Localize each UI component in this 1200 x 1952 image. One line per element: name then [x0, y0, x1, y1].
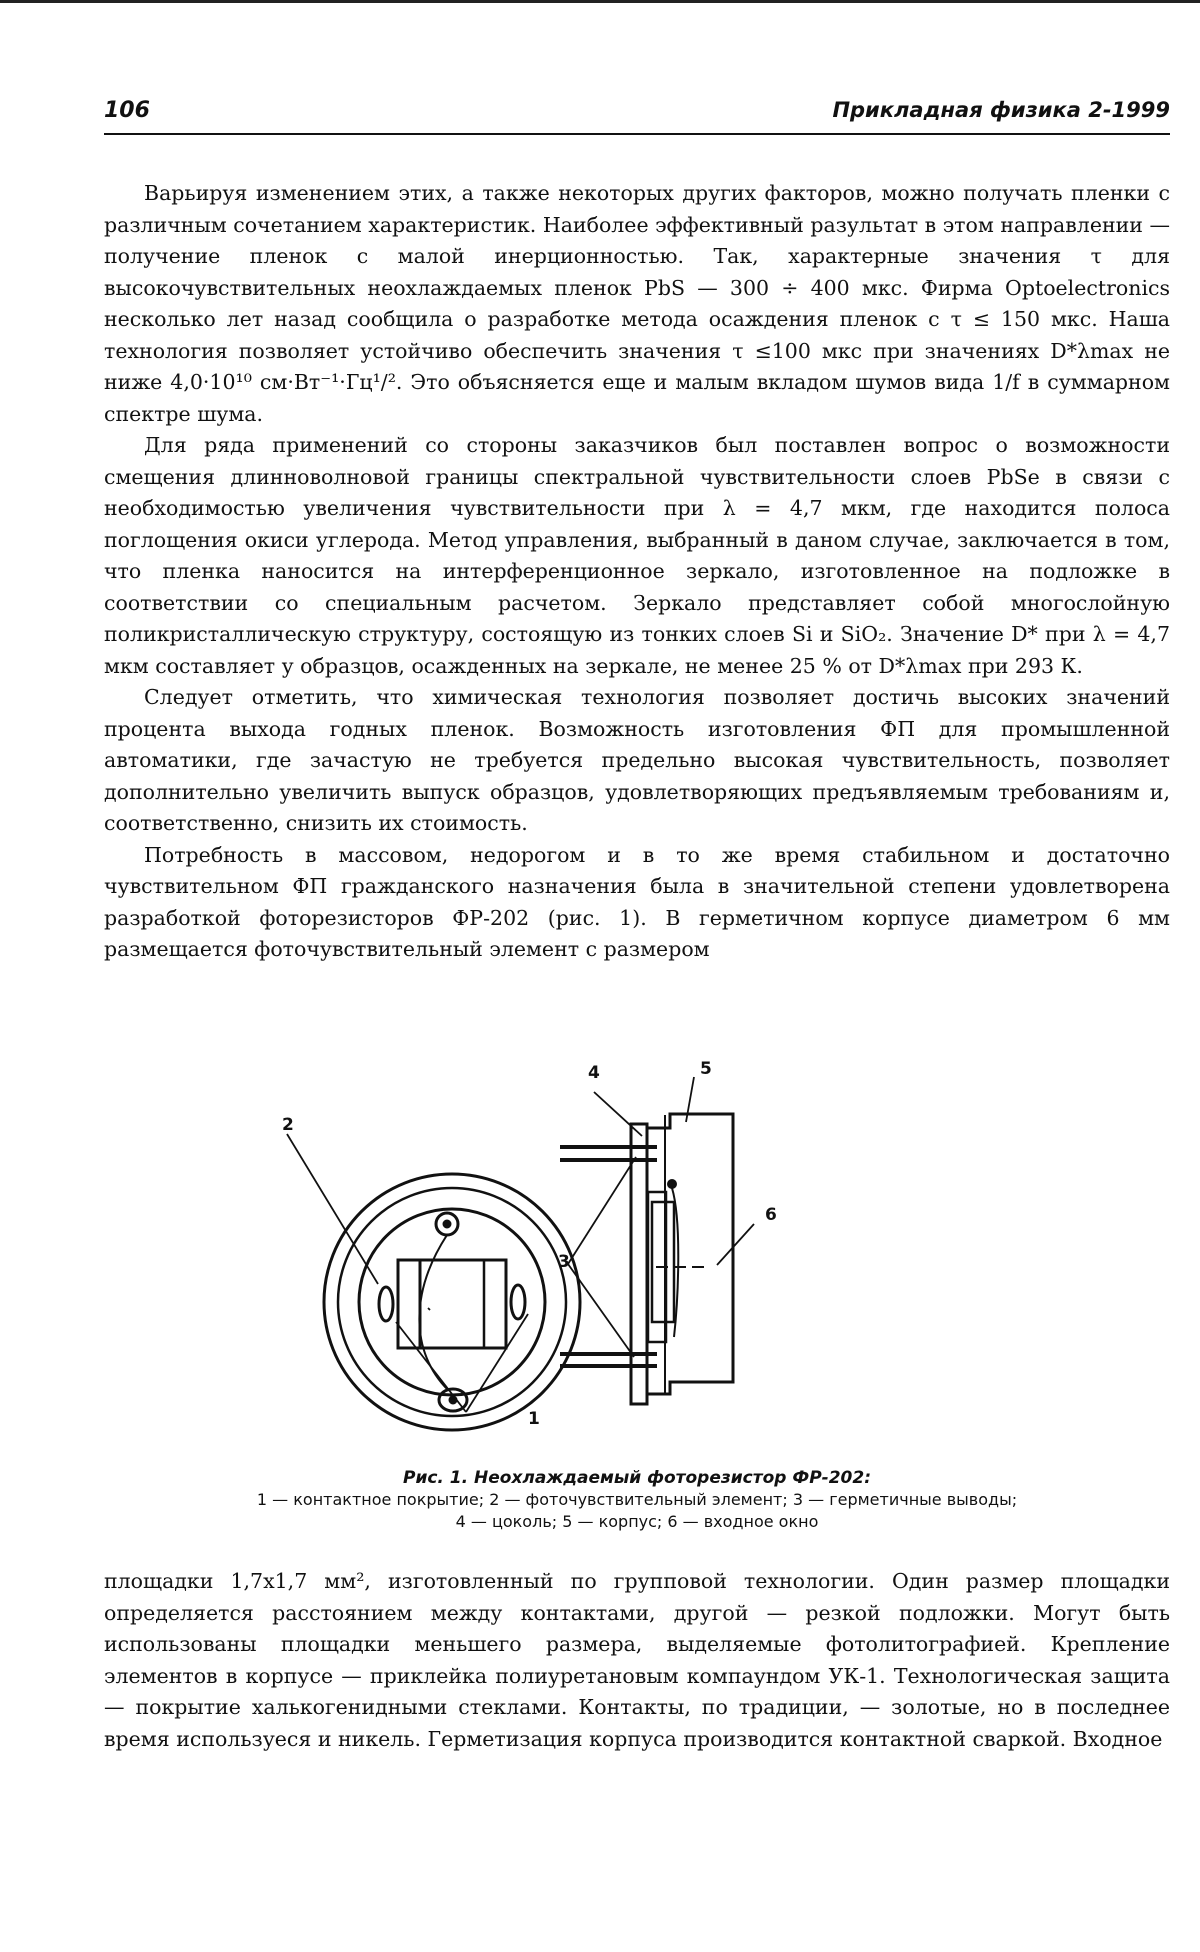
caption-title: Рис. 1. Неохлаждаемый фоторезистор ФР-202: [402, 1468, 872, 1488]
label-5: 5 [700, 1059, 712, 1079]
photoresistor-drawing [270, 1052, 990, 1440]
lead-right [511, 1285, 525, 1319]
housing-outer-circle [324, 1174, 580, 1430]
lead-left [379, 1287, 393, 1321]
paragraph-2: Для ряда применений со стороны заказчиков был поставлен вопрос о возможности смещения длинноволновой границы спектральной чувствительности слоев PbSe в связи с необходимостью увеличения чувствительности при λ = 4,7 мкм, где находится полоса поглощения окиси углерода. Метод управления, выбранный в даном случае, заключается в том, что пленка наносится на интерференционное зеркало, изготовленное на подложке в соответствии со специальным расчетом. Зеркало представляет собой многослойную поликристаллическую структуру, состоящую из тонких слоев Si и SiO₂. Значение D* при λ = 4,7 мкм составляет у образцов, осажденных на зеркале, не менее 25 % от D*λmax при 293 К. [104, 433, 1170, 678]
label-6: 6 [765, 1205, 777, 1225]
scan-top-edge [0, 0, 1200, 3]
sensitive-element [398, 1260, 506, 1348]
page-header [104, 98, 1170, 132]
paragraph-4: Потребность в массовом, недорогом и в то же время стабильном и достаточно чувствительном ФП гражданского назначения была в значительной степени удовлетворена разработкой фоторезисторов ФР-202 (рис. 1). В герметичном корпусе диаметром 6 мм размещается фоточувствительный элемент с размером [104, 842, 1170, 961]
paragraph-5: площадки 1,7х1,7 мм², изготовленный по групповой технологии. Один размер площадки определяется расстоянием между контактами, другой — резкой подложки. Могут быть использованы площадки меньшего размера, выделяемые фотолитографией. Крепление элементов в корпусе — приклейка полиуретановым компаундом УК-1. Технологическая защита — покрытие халькогенидными стеклами. Контакты, по традиции, — золотые, но в последнее время используеся и никель. Герметизация корпуса производится контактной сваркой. Входное [104, 1569, 1170, 1751]
body-text-bottom [104, 1566, 1170, 1755]
body-text-top [104, 178, 1170, 966]
caption-line-1: 1 — контактное покрытие; 2 — фоточувствительный элемент; 3 — герметичные выводы; [256, 1490, 1018, 1509]
window-circle [359, 1209, 545, 1395]
label-4: 4 [588, 1063, 600, 1083]
journal-title: Прикладная физика 2-1999 [832, 98, 1170, 122]
figure-caption [104, 1467, 1170, 1533]
figure-1 [270, 1052, 990, 1440]
housing-side [647, 1114, 733, 1394]
housing-inner-circle [338, 1188, 566, 1416]
label-3: 3 [558, 1252, 570, 1272]
label-1: 1 [528, 1409, 540, 1429]
page-number: 106 [104, 98, 150, 123]
paragraph-1: Варьируя изменением этих, а также некоторых других факторов, можно получать пленки с различным сочетанием характеристик. Наиболее эффективный разультат в этом направлении — получение пленок с малой инерционностью. Так, характерные значения τ для высокочувствительных неохлаждаемых пленок PbS — 300 ÷ 400 мкс. Фирма Optoelectronics несколько лет назад сообщила о разработке метода осаждения пленок с τ ≤ 150 мкс. Наша технология позволяет устойчиво обеспечить значения τ ≤100 мкс при значениях D*λmax не ниже 4,0·10¹⁰ см·Вт⁻¹·Гц¹/². Это объясняется еще и малым вкладом шумов вида 1/f в суммарном спектре шума. [104, 181, 1170, 426]
header-rule [104, 133, 1170, 135]
base-socket [631, 1124, 647, 1404]
paragraph-3: Следует отметить, что химическая технология позволяет достичь высоких значений процента выхода годных пленок. Возможность изготовления ФП для промышленной автоматики, где зачастую не требуется предельно высокая чувствительность, позволяет дополнительно увеличить выпуск образцов, удовлетворяющих предъявляемым требованиям и, соответственно, снизить их стоимость. [104, 685, 1170, 835]
label-2: 2 [282, 1115, 294, 1135]
caption-line-2: 4 — цоколь; 5 — корпус; 6 — входное окно [455, 1512, 819, 1531]
